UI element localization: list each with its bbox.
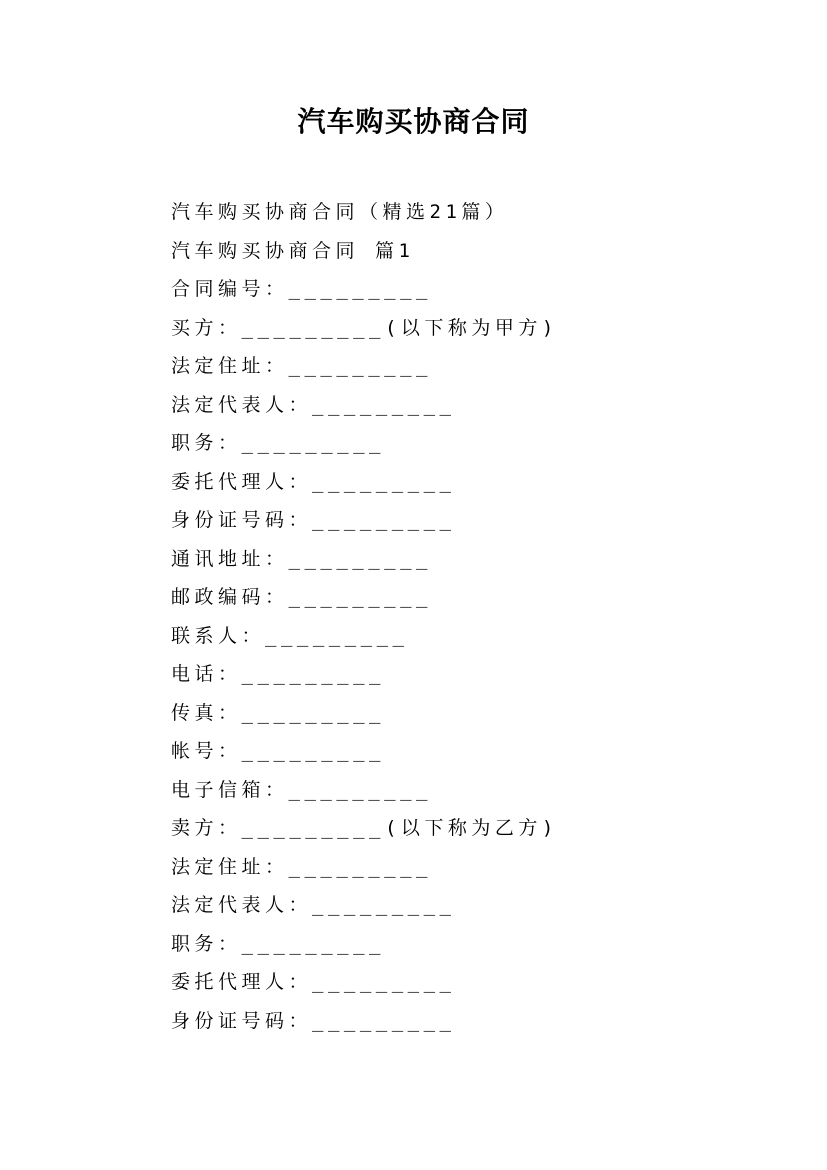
buyer-line: 买方：_________(以下称为甲方) [171,316,558,339]
seller-line: 卖方：_________(以下称为乙方) [171,817,558,839]
buyer-mailing-address-line: 通讯地址：_________ [171,547,432,570]
buyer-agent-line: 委托代理人：_________ [171,470,456,493]
contract-number-line: 合同编号：_________ [171,278,432,300]
buyer-address-line: 法定住址：_________ [171,355,432,377]
document-title: 汽车购买协商合同 [297,105,530,138]
buyer-id-line: 身份证号码：_________ [171,509,456,531]
buyer-phone-line: 电话：_________ [171,663,385,685]
buyer-contact-line: 联系人：_________ [171,624,409,647]
buyer-fax-line: 传真：_________ [171,701,385,724]
seller-agent-line: 委托代理人：_________ [171,971,456,993]
section-heading: 汽车购买协商合同 篇1 [171,239,415,262]
subtitle-line: 汽车购买协商合同（精选21篇） [171,201,509,223]
document-body [171,193,771,1040]
seller-position-line: 职务：_________ [171,932,385,955]
buyer-account-line: 帐号：_________ [171,740,385,762]
seller-address-line: 法定住址：_________ [171,855,432,878]
seller-legal-rep-line: 法定代表人：_________ [171,894,456,916]
seller-id-line: 身份证号码：_________ [171,1009,456,1032]
buyer-email-line: 电子信箱：_________ [171,778,432,801]
buyer-position-line: 职务：_________ [171,432,385,454]
buyer-postcode-line: 邮政编码：_________ [171,586,432,608]
buyer-legal-rep-line: 法定代表人：_________ [171,393,456,416]
